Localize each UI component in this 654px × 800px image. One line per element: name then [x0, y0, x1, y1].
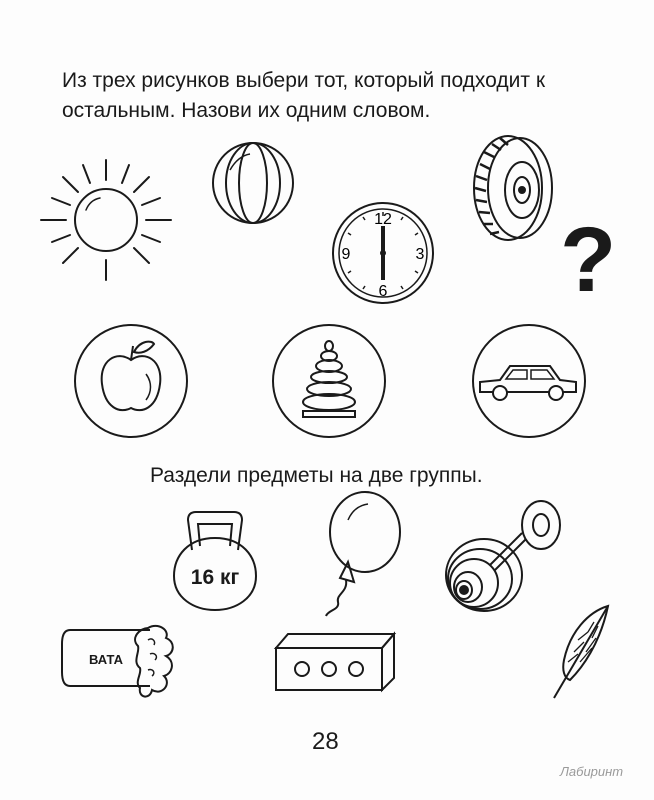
tire-icon: [470, 132, 556, 244]
apple-icon: [72, 322, 190, 440]
clock-icon: [330, 200, 436, 306]
instruction-2: Раздели предметы на две группы.: [150, 464, 483, 487]
instruction-1: Из трех рисунков выбери тот, который подходит к остальным. Назови их одним словом.: [62, 69, 546, 122]
clock-number-6: 6: [378, 283, 388, 300]
car-icon: [470, 322, 588, 440]
cotton-label: ВАТА: [89, 652, 123, 667]
cotton-icon: [58, 624, 180, 702]
sun-icon: [38, 155, 178, 285]
clock-number-12: 12: [374, 211, 392, 228]
kettlebell-label: 16 кг: [190, 566, 240, 589]
ball-icon: [210, 140, 296, 226]
question-mark: ?: [560, 209, 617, 311]
pyramid-toy-icon: [270, 322, 388, 440]
clock-number-3: 3: [415, 246, 425, 263]
balloon-icon: [318, 490, 408, 620]
brick-icon: [270, 630, 400, 694]
kettlebell-icon: [170, 508, 260, 614]
watermark: Лабиринт: [560, 764, 624, 779]
page-number: 28: [312, 728, 339, 755]
feather-icon: [548, 602, 618, 702]
clock-number-9: 9: [341, 246, 351, 263]
